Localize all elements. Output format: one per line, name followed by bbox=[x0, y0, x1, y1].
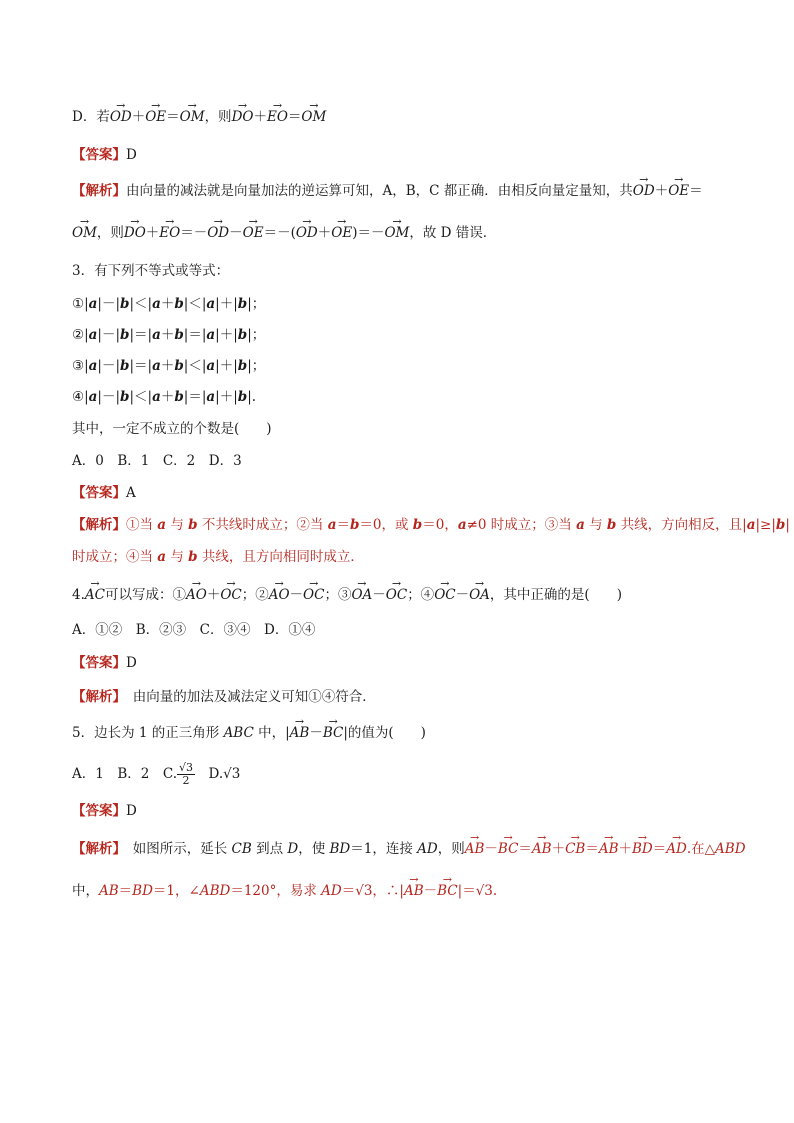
answer-label: 【答案】 bbox=[72, 655, 126, 671]
explanation-label: 【解析】 bbox=[72, 183, 126, 199]
q4-answer bbox=[72, 654, 732, 672]
q3-item-2: ②|a|－|b|＝|a＋b|＝|a|＋|b|； bbox=[72, 327, 266, 343]
q3-question: 其中，一定不成立的个数是( ) bbox=[72, 421, 272, 437]
q2-explanation-line1: 【解析】由向量的减法就是向量加法的逆运算可知，A，B，C 都正确．由相反向量定量知，共→ OD＋→ OE＝ bbox=[72, 182, 732, 200]
answer-label: 【答案】 bbox=[72, 803, 126, 819]
answer-value: D bbox=[126, 655, 137, 671]
answer-value: D bbox=[126, 803, 137, 819]
q2-option-d: D．若→ OD＋→ OE＝→ OM，则→ DO＋→ EO＝→ OM bbox=[72, 108, 732, 126]
answer-label: 【答案】 bbox=[72, 485, 126, 501]
q4-options: A．①② B．②③ C．③④ D．①④ bbox=[72, 622, 316, 638]
q3-explanation-line2: 时成立；④当 a 与 b 共线，且方向相同时成立． bbox=[72, 549, 364, 565]
q4-stem: 4.→ AC可以写成：①→ AO＋→ OC；②→ AO－→ OC；③→ OA－→ OC；④→ OC－→ OA，其中正确的是( ) bbox=[72, 586, 732, 604]
explanation-label: 【解析】 bbox=[72, 517, 126, 533]
q4-exp-text: 由向量的加法及减法定义可知①④符合． bbox=[119, 689, 376, 705]
answer-label: 【答案】 bbox=[72, 147, 126, 163]
answer-value: A bbox=[126, 485, 136, 501]
q2-answer bbox=[72, 146, 732, 164]
explanation-label: 【解析】 bbox=[72, 689, 120, 705]
q5-explanation-line1: 【解析】 如图所示，延长 CB 到点 D，使 BD＝1，连接 AD，则→ AB－→ BC＝→ AB＋→ CB＝→ AB＋→ BD＝→ AD.在△ABD bbox=[72, 840, 732, 858]
q5-options: A．1 B．2 C. $\frac{√3}{2}$ D.√3 bbox=[72, 761, 241, 787]
q3-item-1: ①|a|－|b|＜|a＋b|＜|a|＋|b|； bbox=[72, 296, 266, 312]
q5-explanation-line2: 中，AB＝BD＝1，∠ABD＝120°，易求 AD＝√3，∴|→ AB－→ BC|＝√3. bbox=[72, 882, 732, 900]
q3-stem: 3．有下列不等式或等式： bbox=[72, 263, 230, 279]
explanation-label: 【解析】 bbox=[72, 841, 120, 857]
q2-explanation-line2: → OM，则→ DO＋→ EO＝－→ OD－→ OE＝－(→ OD＋→ OE)＝－→ OM，故 D 错误． bbox=[72, 224, 732, 242]
answer-value: D bbox=[126, 147, 137, 163]
q3-answer bbox=[72, 484, 732, 502]
q3-item-3: ③|a|－|b|＝|a＋b|＜|a|＋|b|； bbox=[72, 358, 266, 374]
q3-options: A．0 B．1 C．2 D．3 bbox=[72, 453, 242, 469]
q4-explanation bbox=[72, 688, 732, 706]
q5-answer bbox=[72, 802, 732, 820]
q3-explanation-line1: 【解析】①当 a 与 b 不共线时成立；②当 a＝b＝0，或 b＝0，a≠0 时成立；③当 a 与 b 共线，方向相反，且|a|≥|b| bbox=[72, 517, 790, 533]
q3-item-4: ④|a|－|b|＜|a＋b|＝|a|＋|b|. bbox=[72, 389, 257, 405]
q5-stem: 5．边长为 1 的正三角形 ABC 中，|→ AB－→ BC|的值为( ) bbox=[72, 724, 732, 742]
